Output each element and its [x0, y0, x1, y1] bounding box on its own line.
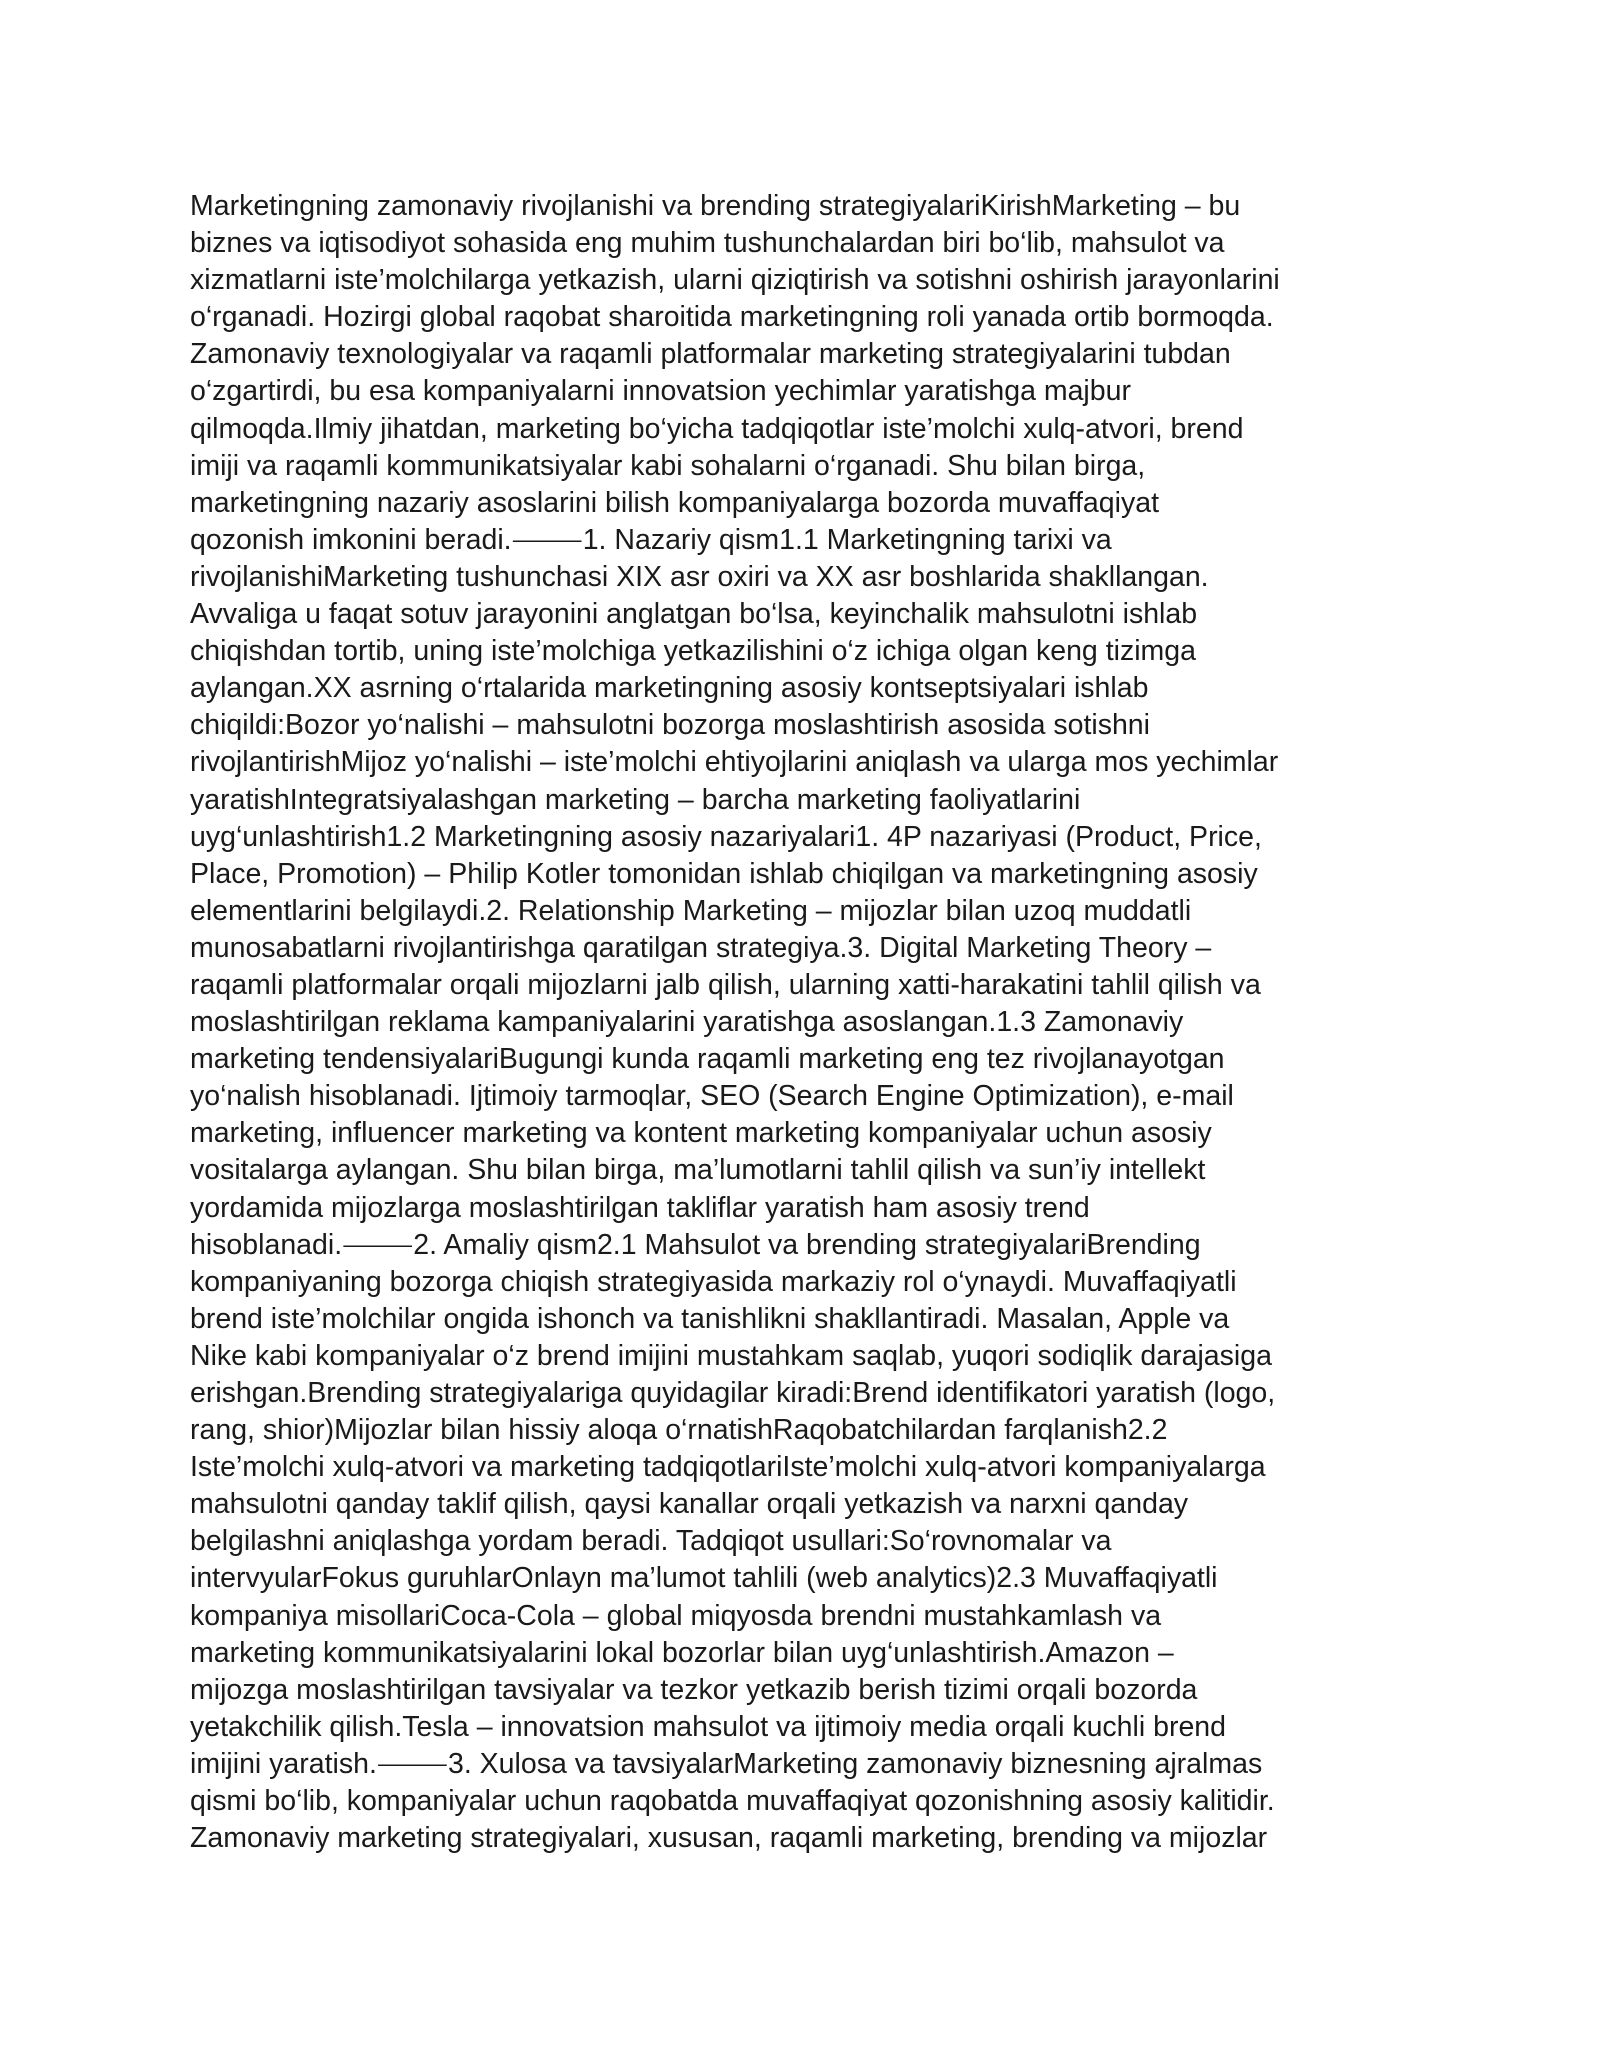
document-body-text	[190, 188, 1420, 1857]
text-line: qismi bo‘lib, kompaniyalar uchun raqobatda muvaffaqiyat qozonishning asosiy kalitidir.	[190, 1785, 1275, 1818]
text-line: moslashtirilgan reklama kampaniyalarini yaratishga asoslangan.1.3 Zamonaviy	[190, 1006, 1184, 1039]
text-line: Nike kabi kompaniyalar o‘z brend imijini mustahkam saqlab, yuqori sodiqlik darajasiga	[190, 1339, 1272, 1372]
text-line: yo‘nalish hisoblanadi. Ijtimoiy tarmoqlar, SEO (Search Engine Optimization), e-mail	[190, 1080, 1234, 1113]
text-line: Avvaliga u faqat sotuv jarayonini anglatgan bo‘lsa, keyinchalik mahsulotni ishlab	[190, 598, 1198, 631]
text-line: belgilashni aniqlashga yordam beradi. Tadqiqot usullari:So‘rovnomalar va	[190, 1525, 1112, 1558]
text-line: marketing, influencer marketing va kontent marketing kompaniyalar uchun asosiy	[190, 1117, 1212, 1150]
text-line: o‘rganadi. Hozirgi global raqobat sharoitida marketingning roli yanada ortib bormoqda.	[190, 301, 1274, 334]
text-line: Place, Promotion) – Philip Kotler tomonidan ishlab chiqilgan va marketingning asosiy	[190, 857, 1258, 890]
text-line: mahsulotni qanday taklif qilish, qaysi kanallar orqali yetkazish va narxni qanday	[190, 1488, 1189, 1521]
text-line: yordamida mijozlarga moslashtirilgan takliflar yaratish ham asosiy trend	[190, 1191, 1090, 1224]
text-line: rivojlantirishMijoz yo‘nalishi – iste’molchi ehtiyojlarini aniqlash va ularga mos yechimlar	[190, 746, 1279, 779]
text-line: o‘zgartirdi, bu esa kompaniyalarni innovatsion yechimlar yaratishga majbur	[190, 375, 1131, 408]
text-line: qozonish imkonini beradi.⸻1. Nazariy qism1.1 Marketingning tarixi va	[190, 523, 1112, 556]
text-line: biznes va iqtisodiyot sohasida eng muhim tushunchalardan biri bo‘lib, mahsulot va	[190, 227, 1225, 260]
text-line: raqamli platformalar orqali mijozlarni jalb qilish, ularning xatti-harakatini tahlil qilish va	[190, 968, 1261, 1001]
text-line: munosabatlarni rivojlantirishga qaratilgan strategiya.3. Digital Marketing Theory –	[190, 931, 1212, 964]
text-line: rivojlanishiMarketing tushunchasi XIX asr oxiri va XX asr boshlarida shakllangan.	[190, 560, 1209, 593]
text-line: uyg‘unlashtirish1.2 Marketingning asosiy nazariyalari1. 4P nazariyasi (Product, Price,	[190, 820, 1262, 853]
text-line: brend iste’molchilar ongida ishonch va tanishlikni shakllantiradi. Masalan, Apple va	[190, 1302, 1230, 1335]
text-line: yetakchilik qilish.Tesla – innovatsion mahsulot va ijtimoiy media orqali kuchli brend	[190, 1710, 1226, 1743]
text-line: vositalarga aylangan. Shu bilan birga, ma’lumotlarni tahlil qilish va sun’iy intellekt	[190, 1154, 1206, 1187]
text-line: marketing kommunikatsiyalarini lokal bozorlar bilan uyg‘unlashtirish.Amazon –	[190, 1636, 1174, 1669]
text-line: imiji va raqamli kommunikatsiyalar kabi sohalarni o‘rganadi. Shu bilan birga,	[190, 449, 1146, 482]
text-line: rang, shior)Mijozlar bilan hissiy aloqa o‘rnatishRaqobatchilardan farqlanish2.2	[190, 1414, 1168, 1447]
text-line: qilmoqda.Ilmiy jihatdan, marketing bo‘yicha tadqiqotlar iste’molchi xulq-atvori, brend	[190, 412, 1244, 445]
text-line: xizmatlarni iste’molchilarga yetkazish, ularni qiziqtirish va sotishni oshirish jarayonlarini	[190, 264, 1280, 297]
text-line: yaratishIntegratsiyalashgan marketing – barcha marketing faoliyatlarini	[190, 783, 1081, 816]
text-line: marketing tendensiyalariBugungi kunda raqamli marketing eng tez rivojlanayotgan	[190, 1043, 1225, 1076]
text-line: hisoblanadi.⸻2. Amaliy qism2.1 Mahsulot va brending strategiyalariBrending	[190, 1228, 1201, 1261]
text-line: chiqildi:Bozor yo‘nalishi – mahsulotni bozorga moslashtirish asosida sotishni	[190, 709, 1150, 742]
text-line: chiqishdan tortib, uning iste’molchiga yetkazilishini o‘z ichiga olgan keng tizimga	[190, 635, 1196, 668]
text-line: Zamonaviy texnologiyalar va raqamli platformalar marketing strategiyalarini tubdan	[190, 338, 1231, 371]
text-line: erishgan.Brending strategiyalariga quyidagilar kiradi:Brend identifikatori yaratish (logo,	[190, 1377, 1276, 1409]
text-line: Zamonaviy marketing strategiyalari, xususan, raqamli marketing, brending va mijozlar	[190, 1822, 1268, 1855]
text-line: elementlarini belgilaydi.2. Relationship Marketing – mijozlar bilan uzoq muddatli	[190, 894, 1192, 927]
text-line: kompaniyaning bozorga chiqish strategiyasida markaziy rol o‘ynaydi. Muvaffaqiyatli	[190, 1265, 1237, 1298]
text-line: kompaniya misollariCoca-Cola – global miqyosda brendni mustahkamlash va	[190, 1599, 1162, 1632]
text-line: intervyularFokus guruhlarOnlayn ma’lumot tahlili (web analytics)2.3 Muvaffaqiyatli	[190, 1562, 1218, 1595]
text-line: marketingning nazariy asoslarini bilish kompaniyalarga bozorda muvaffaqiyat	[190, 486, 1159, 519]
text-line: Marketingning zamonaviy rivojlanishi va brending strategiyalariKirishMarketing – bu	[190, 190, 1241, 222]
text-line: imijini yaratish.⸻3. Xulosa va tavsiyalarMarketing zamonaviy biznesning ajralmas	[190, 1747, 1263, 1780]
text-line: aylangan.XX asrning o‘rtalarida marketingning asosiy kontseptsiyalari ishlab	[190, 672, 1149, 705]
text-line: mijozga moslashtirilgan tavsiyalar va tezkor yetkazib berish tizimi orqali bozorda	[190, 1673, 1198, 1706]
text-line: Iste’molchi xulq-atvori va marketing tadqiqotlariIste’molchi xulq-atvori kompaniyalarga	[190, 1451, 1266, 1484]
